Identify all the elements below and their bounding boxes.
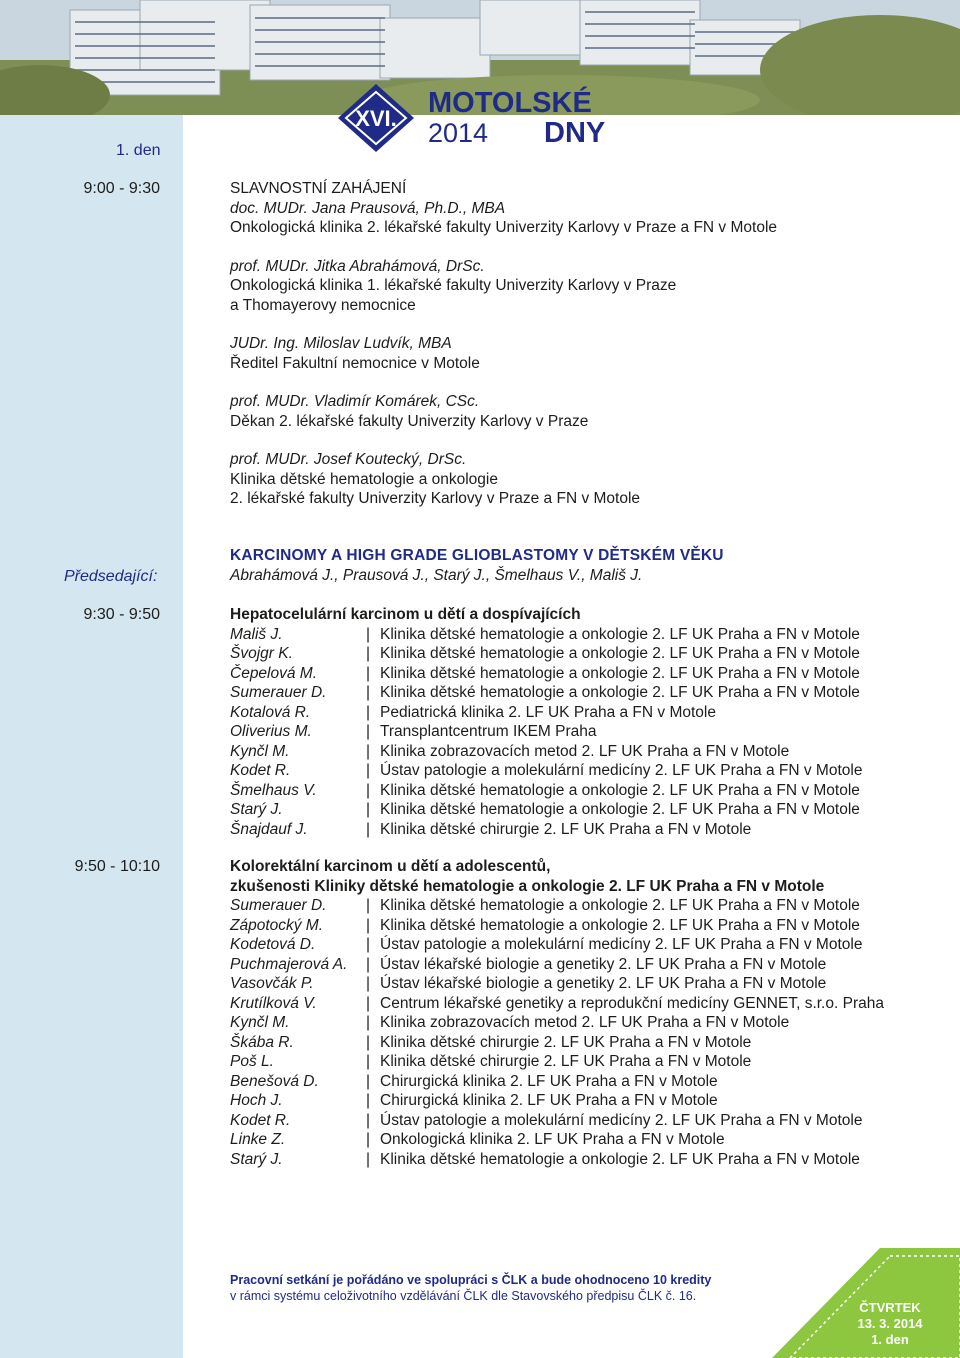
speaker-name: prof. MUDr. Josef Koutecký, DrSc. — [230, 451, 467, 468]
author-row — [230, 1111, 884, 1131]
session-time: 9:00 - 9:30 — [83, 180, 160, 197]
author-name: Čepelová M. — [230, 664, 318, 682]
author-affiliation: Onkologická klinika 2. LF UK Praha a FN v Motole — [380, 1131, 725, 1148]
author-row — [230, 935, 884, 955]
speaker-name: prof. MUDr. Vladimír Komárek, CSc. — [230, 393, 480, 410]
author-name: Benešová D. — [230, 1072, 319, 1090]
author-name: Hoch J. — [230, 1092, 283, 1109]
author-name: Starý J. — [230, 1150, 283, 1168]
talk2-author-list — [230, 896, 884, 1169]
author-affiliation: Klinika dětské hematologie a onkologie 2. LF UK Praha a FN v Motole — [380, 897, 860, 914]
separator: | — [366, 664, 371, 682]
author-affiliation: Klinika dětské hematologie a onkologie 2. LF UK Praha a FN v Motole — [380, 916, 860, 934]
author-name: Mališ J. — [230, 625, 283, 643]
speaker-affiliation: Klinika dětské hematologie a onkologie — [230, 470, 498, 488]
footer-line-2: v rámci systému celoživotního vzdělávání ČLK dle Stavovského předpisu ČLK č. 16. — [230, 1289, 697, 1303]
separator: | — [366, 723, 371, 740]
author-name: Sumerauer D. — [230, 897, 327, 914]
author-row — [230, 974, 884, 994]
author-affiliation: Klinika dětské hematologie a onkologie 2. LF UK Praha a FN v Motole — [380, 664, 860, 682]
sidebar-panel — [0, 115, 183, 1358]
author-row — [230, 761, 862, 781]
separator: | — [366, 1053, 371, 1070]
separator: | — [366, 975, 371, 992]
author-row — [230, 1033, 884, 1053]
author-row — [230, 1072, 884, 1092]
author-row — [230, 1013, 884, 1033]
separator: | — [366, 703, 371, 721]
author-name: Kotalová R. — [230, 703, 311, 721]
corner-day: 1. den — [871, 1332, 909, 1347]
author-affiliation: Klinika zobrazovacích metod 2. LF UK Praha a FN v Motole — [380, 1014, 790, 1031]
author-affiliation: Klinika dětské hematologie a onkologie 2. LF UK Praha a FN v Motole — [380, 1150, 860, 1168]
author-row — [230, 916, 884, 936]
author-name: Švojgr K. — [230, 645, 293, 662]
talk2-subtitle: zkušenosti Kliniky dětské hematologie a onkologie 2. LF UK Praha a FN v Motole — [230, 877, 825, 895]
svg-text:2014: 2014 — [428, 118, 489, 148]
svg-text:MOTOLSKÉ: MOTOLSKÉ — [428, 87, 592, 119]
separator: | — [366, 1092, 371, 1109]
footer-line-1: Pracovní setkání je pořádáno ve spolupráci s ČLK a bude ohodnoceno 10 kredity — [230, 1273, 712, 1287]
author-name: Poš L. — [230, 1053, 274, 1070]
author-name: Kodetová D. — [230, 936, 316, 953]
separator: | — [366, 625, 371, 643]
separator: | — [366, 1150, 371, 1168]
author-affiliation: Chirurgická klinika 2. LF UK Praha a FN v Motole — [380, 1092, 718, 1109]
separator: | — [366, 936, 371, 953]
separator: | — [366, 762, 371, 779]
talk1-time: 9:30 - 9:50 — [83, 606, 160, 623]
speaker-affiliation: Onkologická klinika 1. lékařské fakulty Univerzity Karlovy v Praze — [230, 277, 677, 294]
author-row — [230, 1091, 884, 1111]
author-name: Zápotocký M. — [230, 916, 324, 934]
separator: | — [366, 820, 371, 838]
talk2 — [230, 857, 884, 1169]
separator: | — [366, 994, 371, 1012]
separator: | — [366, 897, 371, 914]
svg-text:XVI.: XVI. — [355, 106, 397, 131]
separator: | — [366, 684, 371, 701]
talk2-time: 9:50 - 10:10 — [74, 858, 160, 875]
author-affiliation: Klinika dětské hematologie a onkologie 2. LF UK Praha a FN v Motole — [380, 781, 860, 799]
section-chairs: Abrahámová J., Prausová J., Starý J., Šmelhaus V., Mališ J. — [230, 566, 643, 584]
author-affiliation: Ústav lékařské biologie a genetiky 2. LF UK Praha a FN v Motole — [380, 955, 827, 973]
footer-note — [230, 1272, 711, 1304]
author-affiliation: Klinika dětské hematologie a onkologie 2. LF UK Praha a FN v Motole — [380, 684, 860, 701]
talk1 — [230, 605, 862, 839]
opening-session — [230, 179, 777, 509]
author-affiliation: Klinika dětské chirurgie 2. LF UK Praha a FN v Motole — [380, 1053, 752, 1070]
talk2-title: Kolorektální karcinom u dětí a adolescentů, — [230, 858, 551, 875]
session-title: SLAVNOSTNÍ ZAHÁJENÍ — [230, 180, 407, 197]
author-row — [230, 896, 884, 916]
author-row — [230, 955, 884, 975]
separator: | — [366, 1014, 371, 1031]
corner-date-text — [840, 1300, 940, 1348]
speaker-affiliation: a Thomayerovy nemocnice — [230, 296, 416, 314]
separator: | — [366, 645, 371, 662]
separator: | — [366, 781, 371, 799]
author-name: Kodet R. — [230, 1111, 291, 1129]
author-row — [230, 1052, 884, 1072]
author-row — [230, 644, 862, 664]
separator: | — [366, 955, 371, 973]
corner-date: 13. 3. 2014 — [857, 1316, 923, 1331]
author-name: Oliverius M. — [230, 723, 312, 740]
author-row — [230, 625, 862, 645]
author-name: Škába R. — [230, 1033, 294, 1051]
author-row — [230, 800, 862, 820]
author-affiliation: Klinika dětské chirurgie 2. LF UK Praha a FN v Motole — [380, 1033, 752, 1051]
speaker-affiliation: 2. lékařské fakulty Univerzity Karlovy v Praze a FN v Motole — [230, 490, 641, 507]
talk1-title: Hepatocelulární karcinom u dětí a dospívajících — [230, 606, 581, 623]
author-name: Puchmajerová A. — [230, 955, 348, 973]
author-affiliation: Klinika dětské hematologie a onkologie 2. LF UK Praha a FN v Motole — [380, 645, 860, 662]
talk1-author-list — [230, 625, 862, 840]
author-affiliation: Klinika zobrazovacích metod 2. LF UK Praha a FN v Motole — [380, 742, 790, 760]
speaker-name: JUDr. Ing. Miloslav Ludvík, MBA — [230, 335, 452, 352]
author-affiliation: Ústav patologie a molekulární medicíny 2. LF UK Praha a FN v Motole — [380, 762, 863, 779]
separator: | — [366, 1131, 371, 1148]
separator: | — [366, 1072, 371, 1090]
author-affiliation: Ústav patologie a molekulární medicíny 2. LF UK Praha a FN v Motole — [380, 936, 863, 953]
motolske-dny-logo — [336, 82, 636, 154]
author-affiliation: Ústav lékařské biologie a genetiky 2. LF UK Praha a FN v Motole — [380, 975, 827, 992]
speaker-name: prof. MUDr. Jitka Abrahámová, DrSc. — [230, 257, 485, 275]
author-row — [230, 994, 884, 1014]
corner-weekday: ČTVRTEK — [859, 1300, 921, 1315]
author-row — [230, 683, 862, 703]
author-affiliation: Pediatrická klinika 2. LF UK Praha a FN v Motole — [380, 703, 716, 721]
day-label: 1. den — [116, 142, 161, 159]
author-affiliation: Ústav patologie a molekulární medicíny 2. LF UK Praha a FN v Motole — [380, 1111, 863, 1129]
author-affiliation: Klinika dětské chirurgie 2. LF UK Praha a FN v Motole — [380, 820, 752, 838]
separator: | — [366, 1111, 371, 1129]
author-affiliation: Centrum lékařské genetiky a reprodukční medicíny GENNET, s.r.o. Praha — [380, 994, 884, 1012]
author-name: Šmelhaus V. — [230, 781, 317, 799]
chair-label: Předsedající: — [64, 568, 158, 585]
speaker-affiliation: Děkan 2. lékařské fakulty Univerzity Karlovy v Praze — [230, 412, 589, 430]
author-name: Kynčl M. — [230, 1014, 290, 1031]
speaker-affiliation: Ředitel Fakultní nemocnice v Motole — [230, 354, 480, 372]
section-title: KARCINOMY A HIGH GRADE GLIOBLASTOMY V DĚTSKÉM VĚKU — [230, 547, 724, 564]
author-row — [230, 664, 862, 684]
author-affiliation: Klinika dětské hematologie a onkologie 2. LF UK Praha a FN v Motole — [380, 625, 860, 643]
author-name: Vasovčák P. — [230, 975, 314, 992]
separator: | — [366, 742, 371, 760]
author-name: Kynčl M. — [230, 742, 290, 760]
speaker-affiliation: Onkologická klinika 2. lékařské fakulty Univerzity Karlovy v Praze a FN v Motole — [230, 219, 778, 236]
author-row — [230, 1130, 884, 1150]
author-affiliation: Chirurgická klinika 2. LF UK Praha a FN v Motole — [380, 1072, 718, 1090]
author-row — [230, 820, 862, 840]
author-row — [230, 722, 862, 742]
author-row — [230, 742, 862, 762]
section-header — [230, 546, 724, 585]
author-name: Krutílková V. — [230, 994, 317, 1012]
author-affiliation: Klinika dětské hematologie a onkologie 2. LF UK Praha a FN v Motole — [380, 801, 860, 818]
speaker-name: doc. MUDr. Jana Prausová, Ph.D., MBA — [230, 199, 506, 217]
author-affiliation: Transplantcentrum IKEM Praha — [380, 723, 597, 740]
author-name: Sumerauer D. — [230, 684, 327, 701]
author-name: Starý J. — [230, 801, 283, 818]
author-row — [230, 703, 862, 723]
author-name: Linke Z. — [230, 1131, 286, 1148]
author-name: Šnajdauf J. — [230, 820, 308, 838]
separator: | — [366, 916, 371, 934]
author-row — [230, 1150, 884, 1170]
svg-text:DNY: DNY — [544, 117, 606, 149]
author-name: Kodet R. — [230, 762, 291, 779]
separator: | — [366, 801, 371, 818]
separator: | — [366, 1033, 371, 1051]
author-row — [230, 781, 862, 801]
